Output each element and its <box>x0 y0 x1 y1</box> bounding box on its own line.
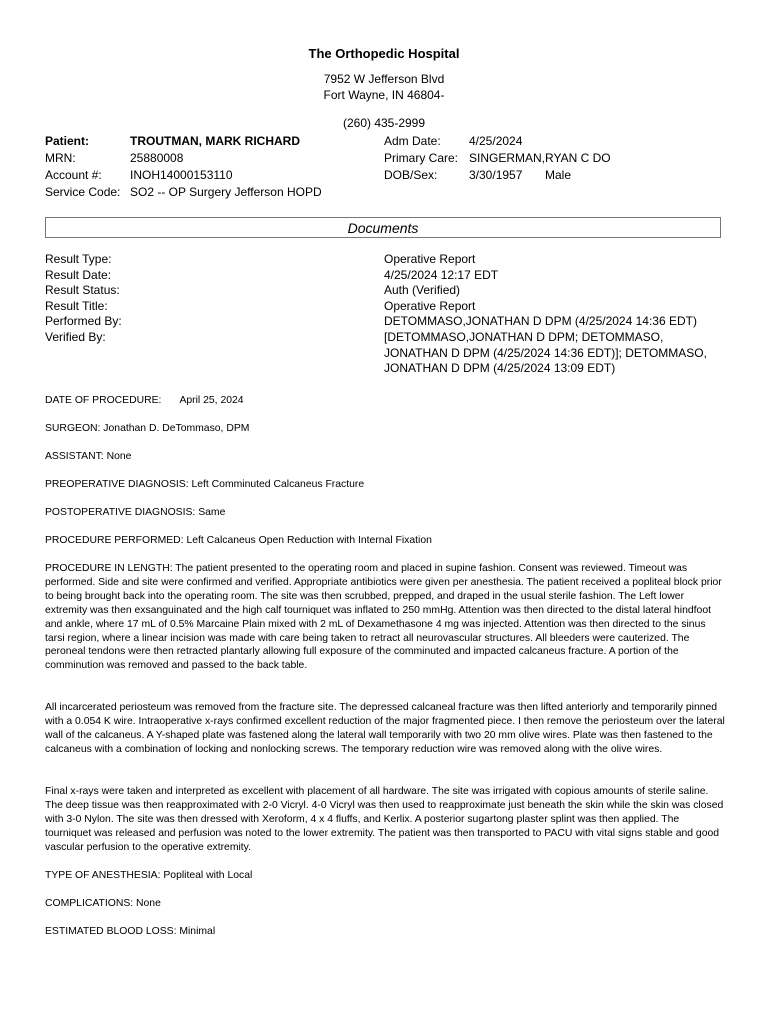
service-code-label: Service Code: <box>45 185 121 199</box>
dob-value: 3/30/1957 <box>469 168 523 182</box>
assistant-line: ASSISTANT: None <box>45 451 132 462</box>
hospital-name: The Orthopedic Hospital <box>308 46 460 61</box>
hospital-phone: (260) 435-2999 <box>342 116 426 130</box>
primary-care-label: Primary Care: <box>384 151 459 165</box>
patient-name: TROUTMAN, MARK RICHARD <box>130 134 300 148</box>
result-status-value: Auth (Verified) <box>384 283 461 297</box>
procedure-narrative-3: Final x-rays were taken and interpreted as excellent with placement of all hardware. The site was irrigated with copious amounts of sterile saline. The deep tissue was then reapproximated with 2-0 Vicryl. 4-0 Vicryl was then used to reapproximate just beneath the skin while the skin was closed with 3-0 Nylon. The site was then dressed with Xeroform, 4 x 4 fluffs, and Kerlix. A posterior sugartong plaster splint was then applied. The tourniquet was released and perfusion was noted to the lower extremity. The patient was then transported to PACU with vital signs stable and good vascular perfusion to the operative extremity. <box>45 786 724 853</box>
hospital-address-line1: 7952 W Jefferson Blvd <box>323 72 445 86</box>
account-value: INOH14000153110 <box>130 168 233 182</box>
sex-value: Male <box>545 168 572 182</box>
verified-by-value: [DETOMMASO,JONATHAN D DPM; DETOMMASO, JONATHAN D DPM (4/25/2024 14:36 EDT)]; DETOMMASO, JONATHAN D DPM (4/25/2024 13:09 EDT) <box>384 330 707 376</box>
mrn-value: 25880008 <box>130 151 184 165</box>
procedure-narrative-1: PROCEDURE IN LENGTH: The patient presented to the operating room and placed in supine fashion. Consent was reviewed. Timeout was performed. Side and site were confirmed and verified. Appropriate antibiotics were given per anesthesia. The patient received a popliteal block prior to being brought back into the operating room. The site was then scrubbed, prepped, and draped in the usual sterile fashion. The Left lower extremity was then exsanguinated and the high calf tourniquet was inflated to 250 mmHg. Attention was then directed to the distal lateral hindfoot and ankle, where 17 mL of 0.5% Marcaine Plain mixed with 2 mL of Dexamethasone 4 mg was injected. Attention was then directed to the sinus tarsi region, where a linear incision was made with care being taken to retract all neurovascular structures. All bleeders were cauterized. The peroneal tendons were then retracted plantarly allowing full exposure of the comminuted and impacted calcaneus fracture. A portion of the comminution was removed and passed to the back table. <box>45 563 722 672</box>
adm-date-label: Adm Date: <box>384 134 441 148</box>
procedure-performed: PROCEDURE PERFORMED: Left Calcaneus Open Reduction with Internal Fixation <box>45 535 432 546</box>
result-type-label: Result Type: <box>45 252 112 266</box>
result-title-label: Result Title: <box>45 299 108 313</box>
mrn-label: MRN: <box>45 151 76 165</box>
hospital-address-line2: Fort Wayne, IN 46804- <box>323 88 445 102</box>
preop-diagnosis: PREOPERATIVE DIAGNOSIS: Left Comminuted Calcaneus Fracture <box>45 479 365 490</box>
service-code-value: SO2 -- OP Surgery Jefferson HOPD <box>130 185 322 199</box>
surgeon-line: SURGEON: Jonathan D. DeTommaso, DPM <box>45 423 250 434</box>
result-type-value: Operative Report <box>384 252 476 266</box>
procedure-narrative-2: All incarcerated periosteum was removed from the fracture site. The depressed calcaneal fracture was then lifted anteriorly and temporarily pinned with a 0.054 K wire. Intraoperative x-rays confirmed excellent reduction of the major fragmented piece. I then remove the periosteum over the lateral wall of the calcaneus. A Y-shaped plate was fastened along the lateral wall temporarily with two 20 mm olive wires. Plate was then fastened to the calcaneus with a combination of locking and nonlocking screws. The temporary reduction wire was removed along with the olive wires. <box>45 702 725 755</box>
adm-date-value: 4/25/2024 <box>469 134 523 148</box>
account-label: Account #: <box>45 168 102 182</box>
documents-section-header: Documents <box>45 217 721 238</box>
date-of-procedure <box>45 394 725 408</box>
result-status-label: Result Status: <box>45 283 120 297</box>
dob-sex-label: DOB/Sex: <box>384 168 438 182</box>
primary-care-value: SINGERMAN,RYAN C DO <box>469 151 611 165</box>
postop-diagnosis: POSTOPERATIVE DIAGNOSIS: Same <box>45 507 226 518</box>
patient-label: Patient: <box>45 134 90 148</box>
result-date-value: 4/25/2024 12:17 EDT <box>384 268 499 282</box>
performed-by-value: DETOMMASO,JONATHAN D DPM (4/25/2024 14:36 EDT) <box>384 314 697 328</box>
date-of-procedure-label: DATE OF PROCEDURE: <box>45 395 162 406</box>
date-of-procedure-value: April 25, 2024 <box>179 395 244 406</box>
performed-by-label: Performed By: <box>45 314 122 328</box>
complications: COMPLICATIONS: None <box>45 898 161 909</box>
verified-by-label: Verified By: <box>45 330 106 344</box>
estimated-blood-loss: ESTIMATED BLOOD LOSS: Minimal <box>45 926 216 937</box>
result-date-label: Result Date: <box>45 268 112 282</box>
anesthesia-type: TYPE OF ANESTHESIA: Popliteal with Local <box>45 870 253 881</box>
result-title-value: Operative Report <box>384 299 476 313</box>
